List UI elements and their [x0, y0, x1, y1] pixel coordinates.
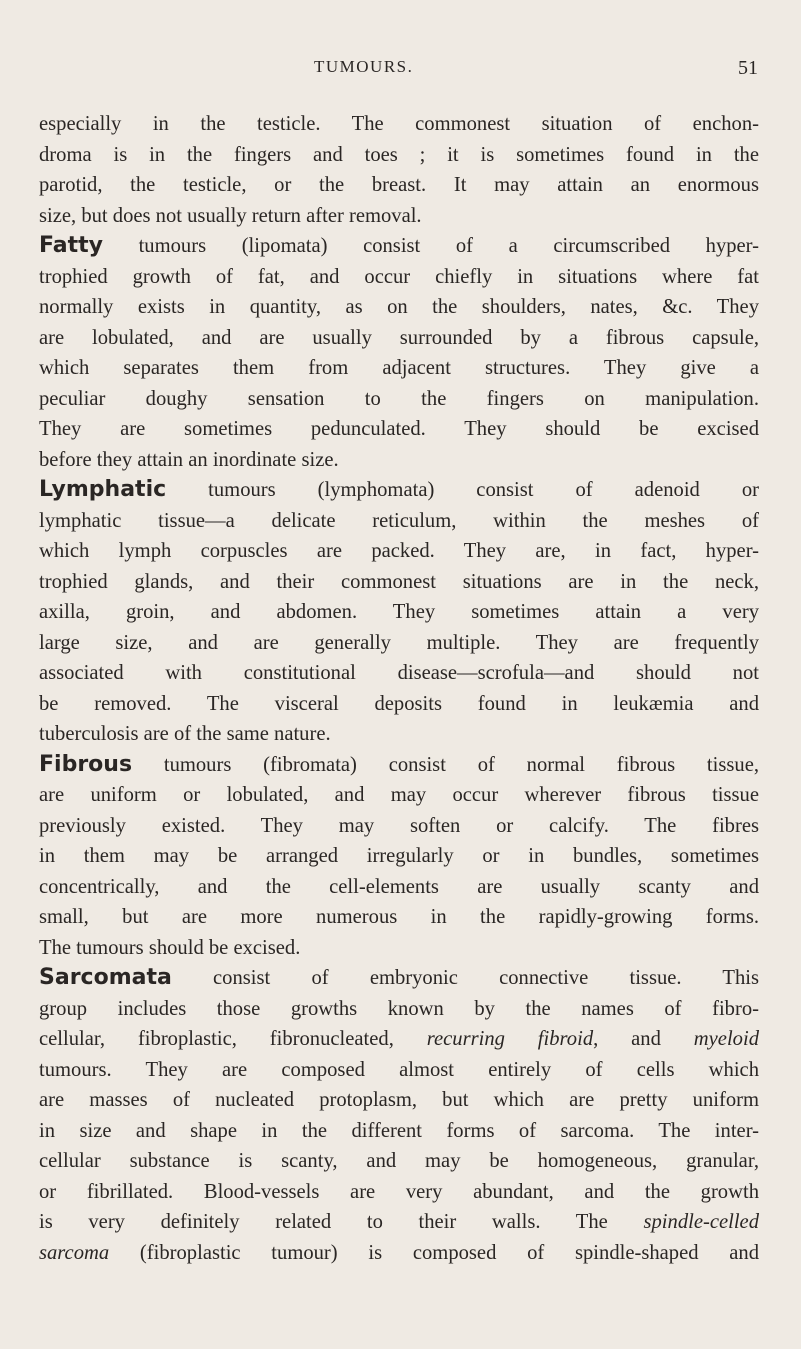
- text-run: (fibroplastic tumour) is composed of spindle-shaped and: [139, 1241, 759, 1264]
- body-text: [39, 109, 759, 1268]
- text-run: tumours (lymphomata) consist of adenoid or: [208, 479, 759, 501]
- text-run: cellular, fibroplastic, fibronucleated,: [39, 1028, 394, 1050]
- text-run: tumours (lipomata) consist of a circumscribed hyper-: [138, 235, 759, 257]
- text-line: They are sometimes pedunculated. They should be excised: [39, 418, 759, 440]
- text-line: are uniform or lobulated, and may occur wherever fibrous tissue: [39, 784, 759, 806]
- text-line: cellular substance is scanty, and may be homogeneous, granular,: [39, 1150, 759, 1172]
- text-line: [39, 475, 759, 506]
- text-line: large size, and are generally multiple. They are frequently: [39, 631, 759, 654]
- text-line: trophied growth of fat, and occur chiefly in situations where fat: [39, 265, 759, 288]
- text-line: [39, 1207, 759, 1238]
- text-line: be removed. The visceral deposits found in leukæmia and: [39, 692, 759, 715]
- text-line: lymphatic tissue—a delicate reticulum, within the meshes of: [39, 509, 759, 532]
- text-line: especially in the testicle. The commonest situation of enchon-: [39, 113, 759, 135]
- text-line: size, but does not usually return after removal.: [39, 204, 422, 227]
- text-line: [39, 963, 759, 994]
- text-line: in size and shape in the different forms of sarcoma. The inter-: [39, 1119, 759, 1142]
- text-line: axilla, groin, and abdomen. They sometimes attain a very: [39, 601, 759, 623]
- text-line: tuberculosis are of the same nature.: [39, 723, 331, 745]
- italic-term: recurring fibroid: [426, 1028, 594, 1050]
- text-line: before they attain an inordinate size.: [39, 448, 339, 471]
- text-line: tumours. They are composed almost entirely of cells which: [39, 1058, 759, 1081]
- text-line: [39, 750, 759, 781]
- text-run: , and: [593, 1028, 661, 1050]
- page-number: 51: [738, 57, 758, 79]
- text-line: peculiar doughy sensation to the fingers on manipulation.: [39, 387, 759, 410]
- text-line: previously existed. They may soften or calcify. The fibres: [39, 814, 759, 837]
- text-line: concentrically, and the cell-elements are usually scanty and: [39, 875, 759, 898]
- text-line: normally exists in quantity, as on the shoulders, nates, &c. They: [39, 296, 759, 318]
- text-line: [39, 1024, 759, 1055]
- heading-sarcomata: Sarcomata: [39, 965, 172, 990]
- text-line: or fibrillated. Blood-vessels are very abundant, and the growth: [39, 1180, 759, 1203]
- text-line: associated with constitutional disease—scrofula—and should not: [39, 662, 759, 684]
- heading-fatty: Fatty: [39, 233, 103, 258]
- text-line: small, but are more numerous in the rapidly-growing forms.: [39, 906, 759, 928]
- text-line: parotid, the testicle, or the breast. It may attain an enormous: [39, 174, 759, 196]
- text-line: are lobulated, and are usually surrounded by a fibrous capsule,: [39, 326, 759, 349]
- text-run: consist of embryonic connective tissue. This: [213, 967, 759, 989]
- italic-term: sarcoma: [39, 1241, 110, 1264]
- heading-fibrous: Fibrous: [39, 751, 133, 777]
- text-run: tumours (fibromata) consist of normal fibrous tissue,: [163, 753, 759, 776]
- heading-lymphatic: Lymphatic: [39, 477, 167, 502]
- text-run: is very definitely related to their walls. The: [39, 1211, 608, 1233]
- text-line: are masses of nucleated protoplasm, but which are pretty uniform: [39, 1089, 759, 1111]
- text-line: [39, 1238, 759, 1269]
- running-head: [0, 57, 801, 81]
- italic-term: spindle-celled: [643, 1211, 759, 1233]
- text-line: droma is in the fingers and toes ; it is sometimes found in the: [39, 143, 759, 166]
- text-line: which separates them from adjacent structures. They give a: [39, 357, 759, 379]
- text-line: [39, 231, 759, 262]
- text-line: group includes those growths known by the names of fibro-: [39, 997, 759, 1020]
- text-line: trophied glands, and their commonest situations are in the neck,: [39, 570, 759, 593]
- italic-term: myeloid: [693, 1028, 759, 1050]
- running-title: TUMOURS.: [314, 57, 414, 76]
- text-line: The tumours should be excised.: [39, 936, 301, 959]
- text-line: in them may be arranged irregularly or in bundles, sometimes: [39, 845, 759, 867]
- text-line: which lymph corpuscles are packed. They are, in fact, hyper-: [39, 540, 759, 562]
